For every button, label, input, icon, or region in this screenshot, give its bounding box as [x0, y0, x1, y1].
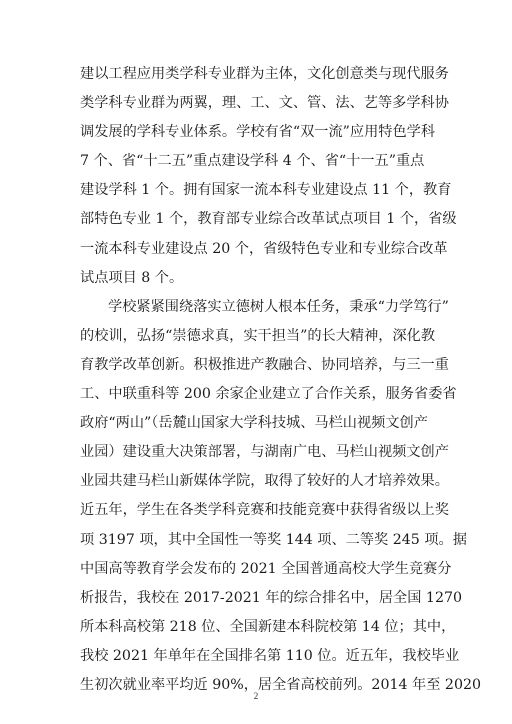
text-line: 建以工程应用类学科专业群为主体，文化创意类与现代服务	[80, 66, 449, 82]
text-line: 的校训，弘扬“崇德求真，实干担当”的长大精神，深化教	[80, 327, 436, 344]
text-line: 部特色专业 1 个，教育部专业综合改革试点项目 1 个，省级	[80, 211, 457, 228]
text-line: 政府“两山”（岳麓山国家大学科技城、马栏山视频文创产	[80, 415, 428, 432]
text-line: 试点项目 8 个。	[80, 269, 184, 286]
paragraph	[80, 293, 482, 700]
text-line: 近五年，学生在各类学科竞赛和技能竞赛中获得省级以上奖	[80, 502, 449, 519]
text-line: 中国高等教育学会发布的 2021 全国普通高校大学生竞赛分	[80, 560, 452, 577]
text-line: 育教学改革创新。积极推进产教融合、协同培养，与三一重	[80, 356, 449, 373]
text-line: 调发展的学科专业体系。学校有省“双一流”应用特色学科	[80, 124, 436, 141]
text-line: 学校紧紧围绕落实立德树人根本任务，秉承“力学笃行”	[108, 298, 449, 315]
text-line: 7 个、省“十二五”重点建设学科 4 个、省“十一五”重点	[80, 153, 425, 170]
text-line: 类学科专业群为两翼，理、工、文、管、法、艺等多学科协	[80, 95, 449, 112]
text-line: 所本科高校第 218 位、全国新建本科院校第 14 位；其中，	[80, 618, 456, 635]
text-line: 工、中联重科等 200 余家企业建立了合作关系，服务省委省	[80, 386, 457, 403]
text-line: 析报告，我校在 2017-2021 年的综合排名中，居全国 1270	[80, 589, 463, 606]
body-text	[80, 60, 482, 700]
text-line: 业园）建设重大决策部署，与湖南广电、马栏山视频文创产	[80, 444, 449, 461]
text-line: 我校 2021 年单年在全国排名第 110 位。近五年，我校毕业	[80, 647, 460, 664]
text-line: 生初次就业率平均近 90%，居全省高校前列。2014 年至 2020	[80, 676, 482, 693]
paragraph	[80, 60, 457, 293]
text-line: 项 3197 项，其中全国性一等奖 144 项、二等奖 245 项。据	[80, 531, 467, 548]
page-number: 2	[253, 691, 259, 701]
text-line: 一流本科专业建设点 20 个，省级特色专业和专业综合改革	[80, 240, 448, 257]
text-line: 建设学科 1 个。拥有国家一流本科专业建设点 11 个，教育	[80, 182, 452, 199]
text-line: 业园共建马栏山新媒体学院，取得了较好的人才培养效果。	[80, 473, 449, 490]
